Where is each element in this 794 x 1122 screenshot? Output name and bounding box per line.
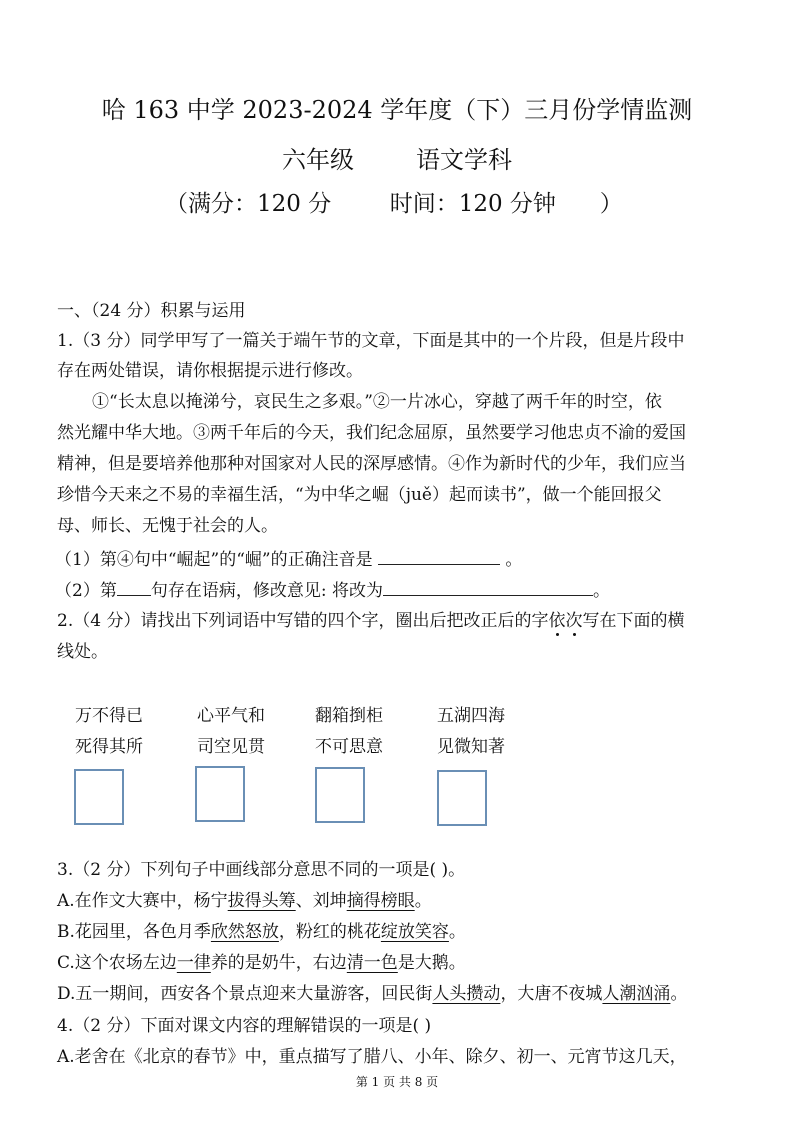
q2-stem-line2: 线处。 <box>57 642 108 662</box>
emphasis-dot-char: 次 <box>565 611 583 631</box>
word-item: 翻箱捯柜 <box>315 706 383 726</box>
q3-option-b: B.花园里，各色月季欣然怒放，粉红的桃花绽放笑容。 <box>57 922 466 942</box>
answer-box-2[interactable] <box>195 766 245 822</box>
word-item: 司空见贯 <box>197 737 265 757</box>
q3-option-c: C.这个农场左边一律养的是奶牛，右边清一色是大鹅。 <box>57 953 466 973</box>
answer-box-3[interactable] <box>315 767 365 823</box>
q1-passage-line3: 精神，但是要培养他那种对国家对人民的深厚感情。④作为新时代的少年，我们应当 <box>57 454 686 474</box>
q3-option-a: A.在作文大赛中，杨宁拔得头筹、刘坤摘得榜眼。 <box>57 891 432 911</box>
q1-passage-line5: 母、师长、无愧于社会的人。 <box>57 516 278 536</box>
word-item: 见微知著 <box>437 737 505 757</box>
q3-stem: 3.（2 分）下列句子中画线部分意思不同的一项是( )。 <box>57 860 466 880</box>
answer-box-1[interactable] <box>74 769 124 825</box>
q1-sub1: （1）第④句中“崛起”的“崛”的正确注音是 。 <box>55 550 523 570</box>
q1-stem-line2: 存在两处错误，请你根据提示进行修改。 <box>57 361 363 381</box>
q4-option-a: A.老舍在《北京的春节》中，重点描写了腊八、小年、除夕、初一、元宵节这几天， <box>57 1047 687 1067</box>
word-item: 不可思意 <box>315 737 383 757</box>
word-item: 心平气和 <box>197 706 265 726</box>
q3-option-d: D.五一期间，西安各个景点迎来大量游客，回民街人头攒动，大唐不夜城人潮汹涌。 <box>57 984 688 1004</box>
q1-stem-line1: 1.（3 分）同学甲写了一篇关于端午节的文章，下面是其中的一个片段，但是片段中 <box>57 331 685 351</box>
q4-stem: 4.（2 分）下面对课文内容的理解错误的一项是( ) <box>57 1016 432 1036</box>
answer-blank-pinyin[interactable] <box>378 548 500 565</box>
answer-blank-correction[interactable] <box>383 579 593 596</box>
emphasis-dot-char: 依 <box>548 611 566 631</box>
q2-stem-line1: 2.（4 分）请找出下列词语中写错的四个字，圈出后把改正后的字依次写在下面的横 <box>57 611 685 631</box>
exam-title: 哈 163 中学 2023-2024 学年度（下）三月份学情监测 <box>101 96 693 124</box>
answer-blank-sentence-number[interactable] <box>117 579 151 596</box>
q1-passage-line4: 珍惜今天来之不易的幸福生活，“为中华之崛（juě）起而读书”，做一个能回报父 <box>57 485 662 505</box>
answer-box-4[interactable] <box>437 770 487 826</box>
grade-subject-line <box>0 140 794 175</box>
subject-label: 语文学科 <box>416 146 512 174</box>
q1-sub2: （2）第 句存在语病，修改意见: 将改为 。 <box>55 581 610 601</box>
word-item: 万不得已 <box>75 706 143 726</box>
word-item: 五湖四海 <box>437 706 505 726</box>
page-footer: 第 1 页 共 8 页 <box>355 1075 439 1089</box>
q1-passage-line1: ①“长太息以掩涕兮，哀民生之多艰。”②一片冰心，穿越了两千年的时空，依 <box>92 392 662 412</box>
score-time-line: （满分：120 分 时间：120 分钟 ） <box>165 191 623 217</box>
word-item: 死得其所 <box>75 737 143 757</box>
section-heading: 一、（24 分）积累与运用 <box>57 301 246 321</box>
q1-passage-line2: 然光耀中华大地。③两千年后的今天，我们纪念屈原，虽然要学习他忠贞不渝的爱国 <box>57 423 686 443</box>
grade-label: 六年级 <box>282 146 354 174</box>
